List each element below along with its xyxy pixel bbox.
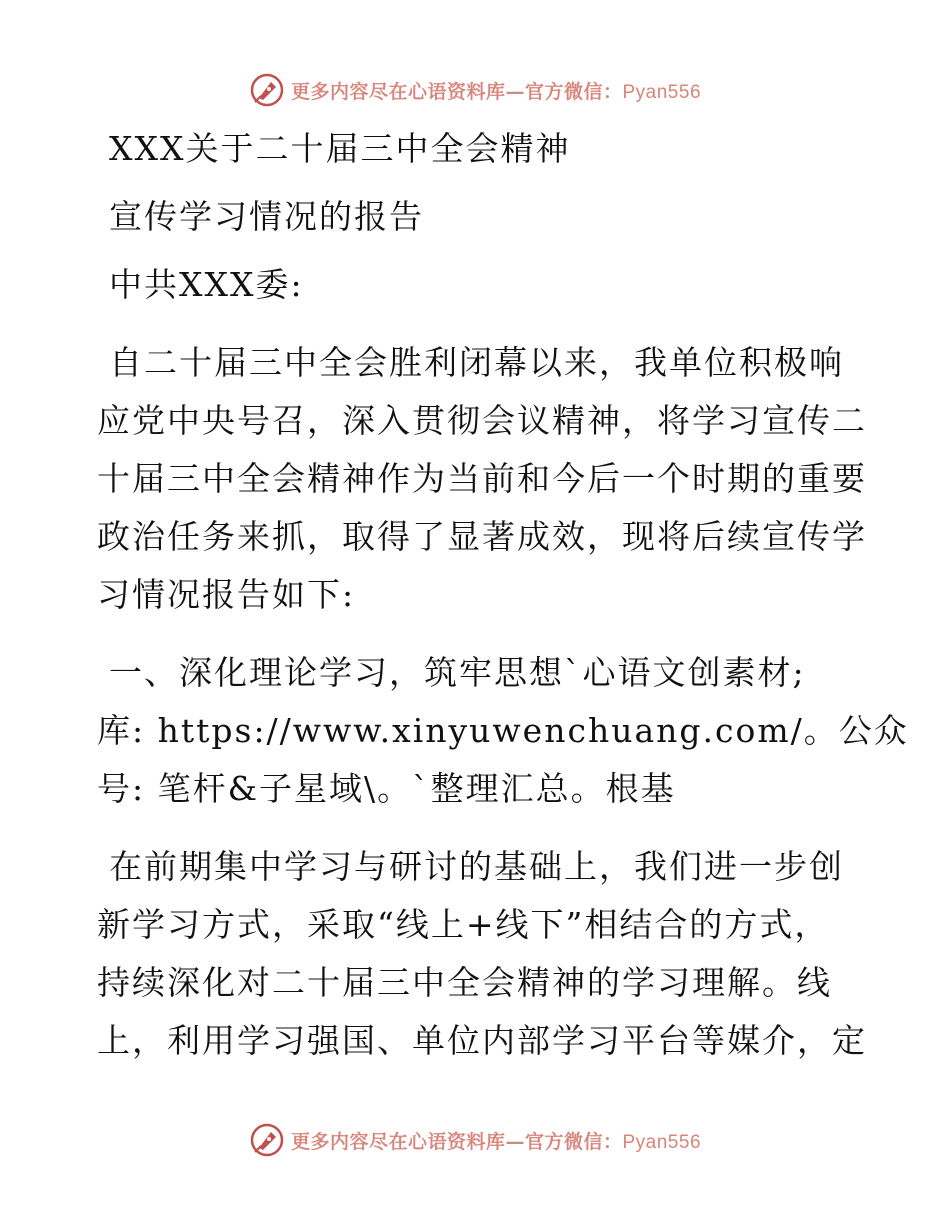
- watermark-text: [291, 1127, 701, 1154]
- watermark-separator: —: [505, 80, 525, 103]
- paragraph-line: 在前期集中学习与研讨的基础上，我们进一步创: [109, 847, 844, 886]
- watermark-text-cn: 更多内容尽在心语资料库: [290, 1130, 506, 1153]
- watermark-label: 官方微信：: [524, 80, 623, 103]
- paragraph-line: 自二十届三中全会胜利闭幕以来，我单位积极响: [109, 343, 844, 382]
- document-title-line-1: XXX关于二十届三中全会精神: [109, 129, 571, 168]
- paragraph-line: 一、深化理论学习，筑牢思想`心语文创素材;: [109, 653, 806, 692]
- paragraph-line: 十届三中全会精神作为当前和今后一个时期的重要: [97, 459, 867, 498]
- intro-paragraph: [97, 334, 867, 624]
- watermark-wechat-id: Pyan556: [622, 81, 702, 103]
- paragraph-2: [97, 838, 867, 1070]
- paragraph-line: 库: https://www.xinyuwenchuang.com/。公众: [97, 711, 909, 750]
- paragraph-line: 应党中央号召，深入贯彻会议精神，将学习宣传二: [97, 401, 867, 440]
- watermark-wechat-id: Pyan556: [622, 1131, 702, 1153]
- paragraph-line: 持续深化对二十届三中全会精神的学习理解。线: [97, 963, 832, 1002]
- pen-nib-logo-icon: [249, 72, 285, 108]
- watermark-label: 官方微信：: [524, 1130, 623, 1153]
- document-addressee: 中共XXX委:: [109, 265, 304, 304]
- paragraph-line: 政治任务来抓，取得了显著成效，现将后续宣传学: [97, 517, 867, 556]
- paragraph-line: 号: 笔杆&子星域\。`整理汇总。根基: [97, 769, 676, 808]
- watermark-banner-bottom: [0, 1120, 950, 1160]
- watermark-text: [291, 77, 701, 104]
- pen-nib-logo-icon: [249, 1122, 285, 1158]
- paragraph-line: 上，利用学习强国、单位内部学习平台等媒介，定: [97, 1021, 867, 1060]
- document-body: [97, 120, 909, 1070]
- paragraph-line: 习情况报告如下:: [97, 575, 356, 614]
- watermark-text-cn: 更多内容尽在心语资料库: [290, 80, 506, 103]
- section-1-heading: [97, 644, 909, 818]
- watermark-banner-top: [0, 70, 950, 110]
- watermark-separator: —: [505, 1130, 525, 1153]
- paragraph-line: 新学习方式，采取“线上+线下”相结合的方式，: [97, 905, 830, 944]
- document-title-line-2: 宣传学习情况的报告: [109, 197, 424, 236]
